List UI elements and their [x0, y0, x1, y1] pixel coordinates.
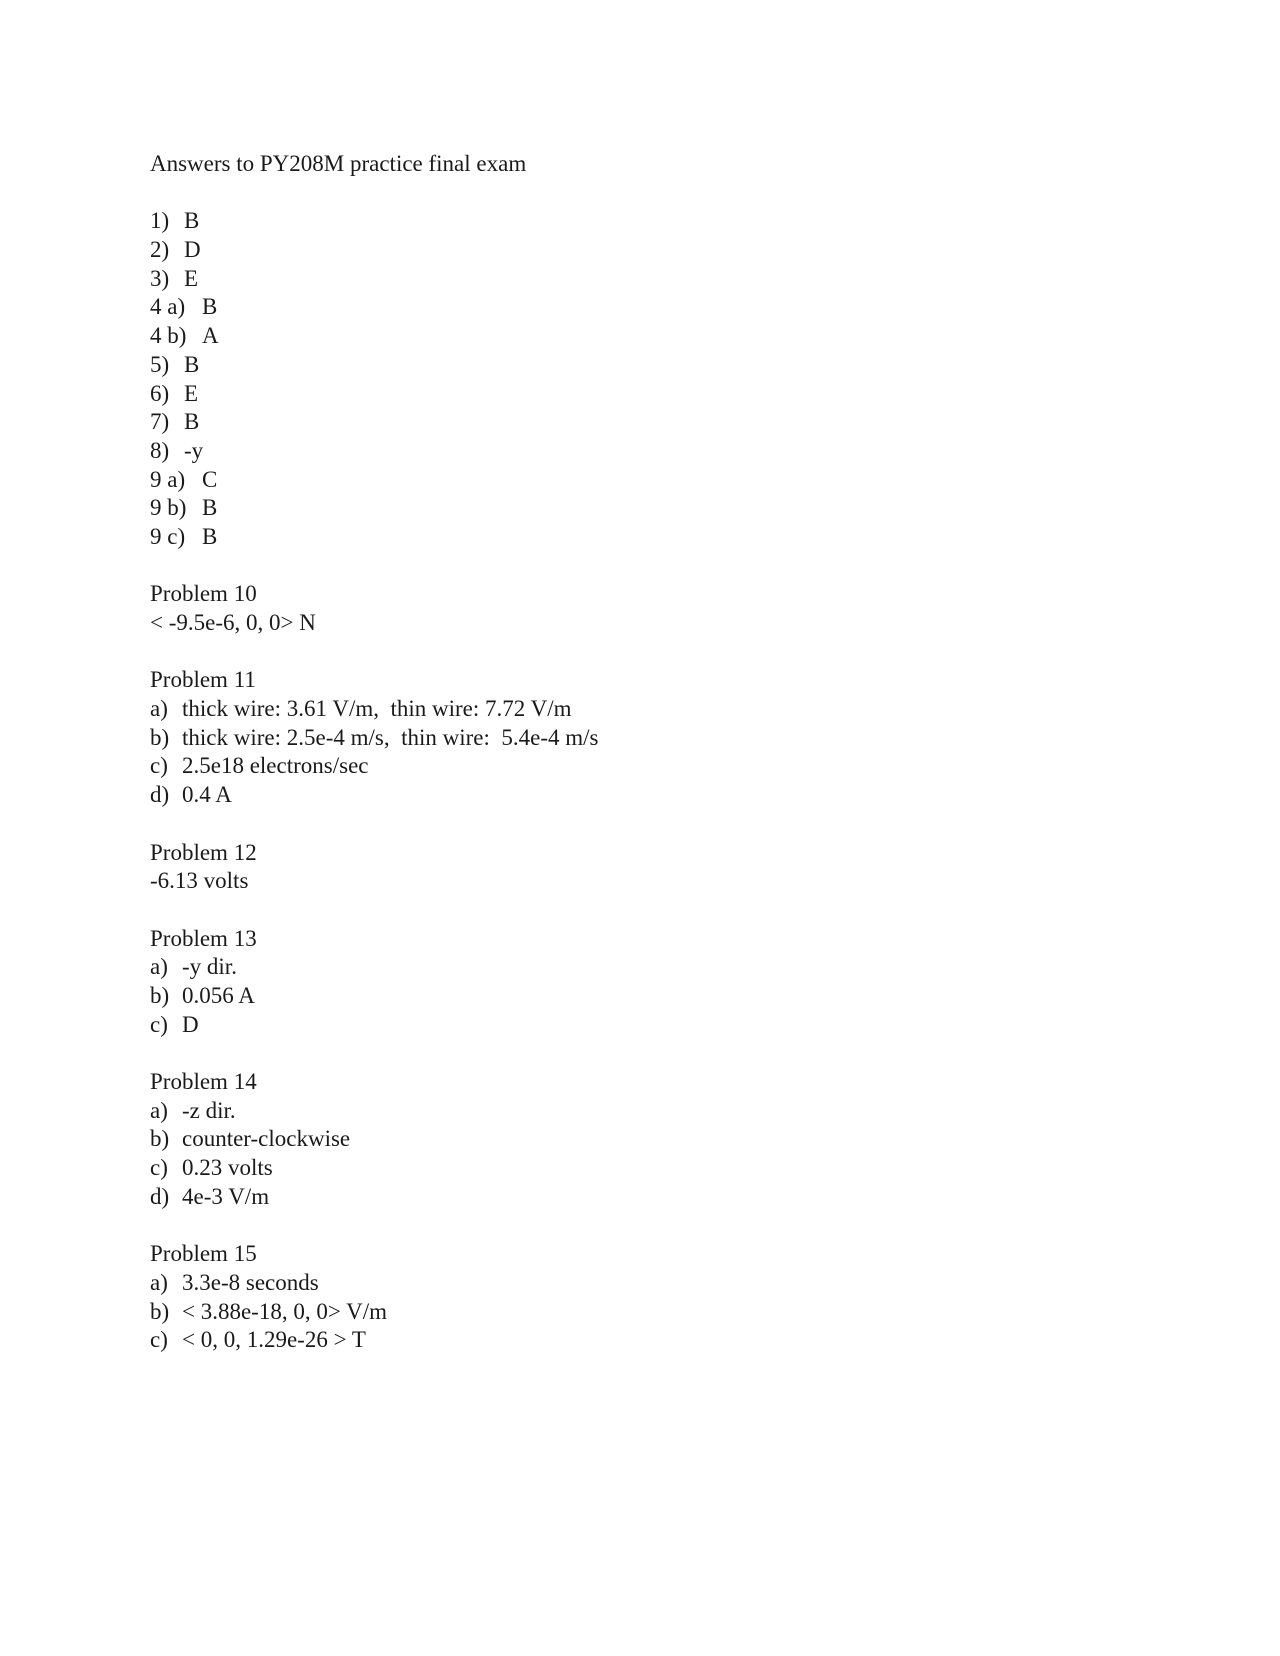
mc-answer-5 [150, 351, 1150, 380]
answer-value: B [202, 495, 218, 521]
part-label: a) [150, 954, 168, 980]
part-label: d) [150, 1183, 170, 1209]
answer-value: E [184, 265, 199, 291]
question-number: 5) [150, 351, 170, 377]
problem-part [150, 724, 1150, 753]
part-answer: 0.23 volts [182, 1155, 273, 1181]
problem-part [150, 982, 1150, 1011]
part-answer: thick wire: 3.61 V/m, thin wire: 7.72 V/m [182, 696, 572, 722]
part-answer: < 3.88e-18, 0, 0> V/m [182, 1298, 388, 1324]
mc-answer-9b [150, 494, 1150, 523]
problem-part [150, 1097, 1150, 1126]
answer-sheet [150, 150, 1150, 1355]
problem-heading: Problem 13 [150, 925, 257, 951]
problem-part [150, 1298, 1150, 1327]
spacer [150, 896, 1150, 925]
question-number: 9 a) [150, 466, 186, 492]
problem-part [150, 1183, 1150, 1212]
problem-part [150, 695, 1150, 724]
question-number: 2) [150, 237, 170, 263]
spacer [150, 638, 1150, 667]
part-label: a) [150, 1097, 168, 1123]
question-number: 3) [150, 265, 170, 291]
document-title: Answers to PY208M practice final exam [150, 151, 527, 176]
part-answer: -z dir. [182, 1097, 236, 1123]
mc-answer-1 [150, 207, 1150, 236]
problem-part [150, 1125, 1150, 1154]
part-label: b) [150, 1126, 170, 1152]
part-label: c) [150, 1155, 168, 1181]
answer-value: B [184, 409, 200, 435]
problem-part [150, 1326, 1150, 1355]
problem-12 [150, 839, 1150, 896]
question-number: 7) [150, 409, 170, 435]
question-number: 4 b) [150, 323, 187, 349]
question-number: 6) [150, 380, 170, 406]
part-answer: 2.5e18 electrons/sec [182, 753, 369, 779]
problem-13 [150, 925, 1150, 1040]
part-answer: counter-clockwise [182, 1126, 351, 1152]
problem-part [150, 1269, 1150, 1298]
answer-value: -y [184, 437, 204, 463]
question-number: 9 c) [150, 523, 186, 549]
answer-value: D [184, 237, 201, 263]
problem-heading: Problem 10 [150, 581, 257, 607]
part-label: b) [150, 1298, 170, 1324]
part-label: c) [150, 1011, 168, 1037]
part-label: b) [150, 982, 170, 1008]
problem-part [150, 781, 1150, 810]
part-label: a) [150, 696, 168, 722]
question-number: 9 b) [150, 495, 187, 521]
answer-value: A [202, 323, 219, 349]
mc-answer-4b [150, 322, 1150, 351]
problem-part [150, 953, 1150, 982]
mc-answer-8 [150, 437, 1150, 466]
part-answer: 4e-3 V/m [182, 1183, 270, 1209]
spacer [150, 179, 1150, 208]
part-answer: thick wire: 2.5e-4 m/s, thin wire: 5.4e-4 m/s [182, 724, 599, 750]
mc-answer-9c [150, 523, 1150, 552]
spacer [150, 1211, 1150, 1240]
part-answer: D [182, 1011, 199, 1037]
spacer [150, 1039, 1150, 1068]
answer-value: C [202, 466, 218, 492]
mc-answer-7 [150, 408, 1150, 437]
part-label: c) [150, 753, 168, 779]
answer-value: B [184, 208, 200, 234]
problem-14 [150, 1068, 1150, 1211]
answer-value: B [184, 351, 200, 377]
part-label: d) [150, 782, 170, 808]
mc-answer-2 [150, 236, 1150, 265]
spacer [150, 552, 1150, 581]
answer-value: E [184, 380, 199, 406]
part-label: b) [150, 724, 170, 750]
question-number: 8) [150, 437, 170, 463]
answer-value: B [202, 523, 218, 549]
multiple-choice-answers [150, 207, 1150, 551]
problem-heading: Problem 15 [150, 1241, 257, 1267]
question-number: 4 a) [150, 294, 186, 320]
problem-15 [150, 1240, 1150, 1355]
problem-answer: -6.13 volts [150, 868, 249, 894]
problem-11 [150, 666, 1150, 809]
mc-answer-6 [150, 380, 1150, 409]
part-label: a) [150, 1269, 168, 1295]
answer-value: B [202, 294, 218, 320]
mc-answer-9a [150, 466, 1150, 495]
problem-part [150, 1011, 1150, 1040]
question-number: 1) [150, 208, 170, 234]
problem-heading: Problem 14 [150, 1069, 257, 1094]
problem-heading: Problem 12 [150, 839, 257, 865]
part-answer: 3.3e-8 seconds [182, 1269, 319, 1295]
problem-heading: Problem 11 [150, 667, 256, 693]
part-answer: 0.4 A [182, 782, 232, 808]
problem-part [150, 752, 1150, 781]
part-label: c) [150, 1327, 168, 1353]
problem-10 [150, 580, 1150, 637]
mc-answer-3 [150, 265, 1150, 294]
problem-part [150, 1154, 1150, 1183]
problem-answer: < -9.5e-6, 0, 0> N [150, 610, 316, 635]
part-answer: 0.056 A [182, 982, 255, 1008]
part-answer: < 0, 0, 1.29e-26 > T [182, 1327, 366, 1353]
mc-answer-4a [150, 293, 1150, 322]
part-answer: -y dir. [182, 954, 237, 980]
spacer [150, 810, 1150, 839]
